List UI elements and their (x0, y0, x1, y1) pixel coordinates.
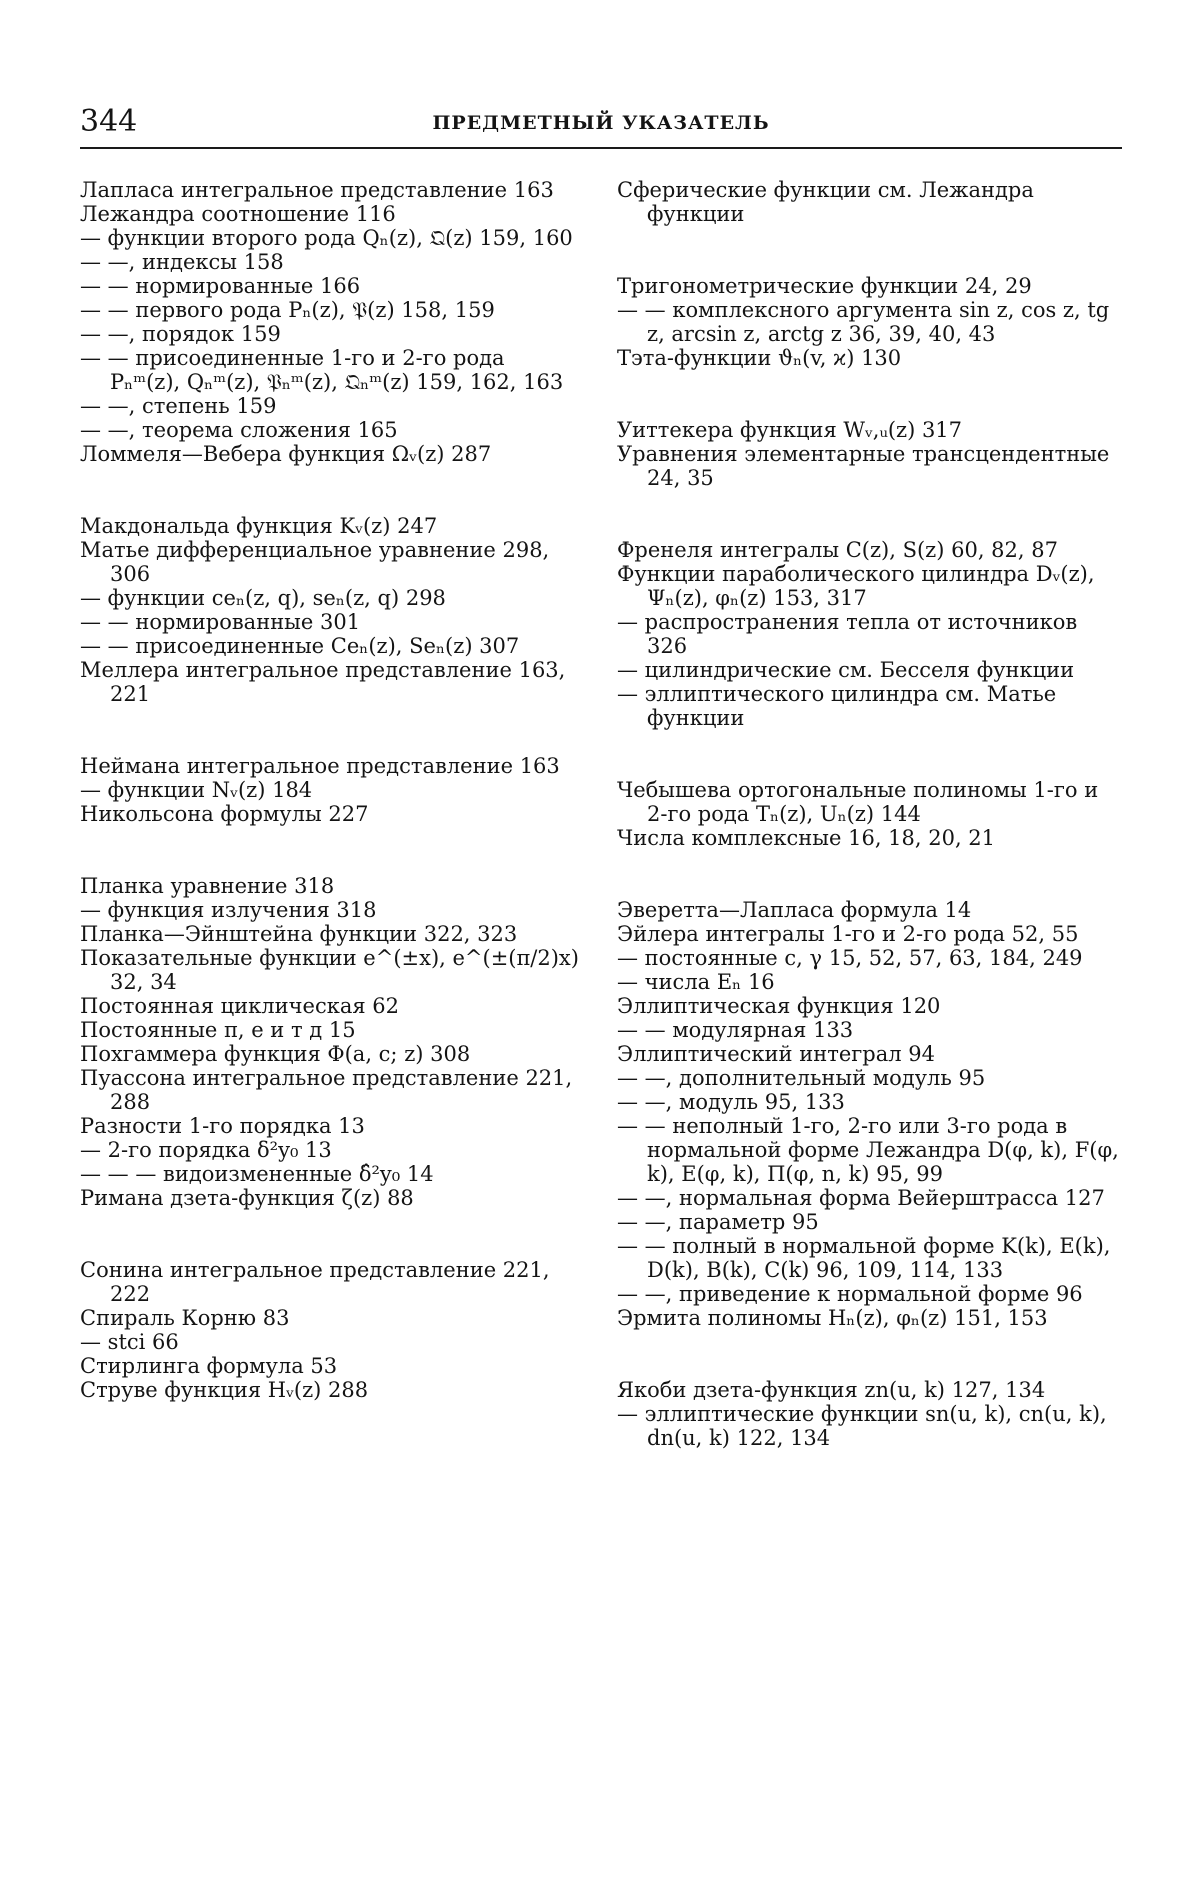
index-entry: Функции параболического цилиндра Dᵥ(z), Ψₙ(z), φₙ(z) 153, 317 (617, 562, 1095, 610)
index-entry: — —, нормальная форма Вейерштрасса 127 (617, 1186, 1105, 1210)
index-entry: Макдональда функция Kᵥ(z) 247 (80, 514, 438, 538)
index-entry: — stci 66 (80, 1330, 179, 1354)
index-entry: Числа комплексные 16, 18, 20, 21 (617, 826, 996, 850)
index-entry: Эллиптическая функция 120 (617, 994, 941, 1018)
index-entry: Тэта-функции ϑₙ(v, ϰ) 130 (617, 346, 902, 370)
index-entry: — —, параметр 95 (617, 1210, 819, 1234)
index-entry: — — полный в нормальной форме K(k), E(k), D(k), B(k), C(k) 96, 109, 114, 133 (617, 1234, 1111, 1282)
group-separator (80, 706, 580, 754)
index-entry: — — присоединенные 1-го и 2-го рода Pₙᵐ(z), Qₙᵐ(z), 𝔓ₙᵐ(z), 𝔔ₙᵐ(z) 159, 162, 163 (80, 346, 564, 394)
index-letter-group (80, 754, 580, 826)
index-entry: — —, порядок 159 (80, 322, 281, 346)
index-entry: — — комплексного аргумента sin z, cos z, tg z, arcsin z, arctg z 36, 39, 40, 43 (617, 298, 1110, 346)
index-entry: Струве функция Hᵥ(z) 288 (80, 1378, 369, 1402)
index-letter-group (617, 418, 1122, 490)
index-entry: Уравнения элементарные трансцендентные 24, 35 (617, 442, 1110, 490)
index-entry: Стирлинга формула 53 (80, 1354, 338, 1378)
index-entry: Якоби дзета-функция zn(u, k) 127, 134 (617, 1378, 1046, 1402)
index-entry: Постоянная циклическая 62 (80, 994, 399, 1018)
index-entry: — —, дополнительный модуль 95 (617, 1066, 986, 1090)
group-separator (617, 226, 1122, 274)
index-entry: — — модулярная 133 (617, 1018, 854, 1042)
index-entry: — числа Eₙ 16 (617, 970, 775, 994)
index-letter-group (80, 874, 580, 1210)
index-entry: Чебышева ортогональные полиномы 1-го и 2-го рода Tₙ(z), Uₙ(z) 144 (617, 778, 1099, 826)
page-header (80, 104, 1122, 144)
index-entry: — функции второго рода Qₙ(z), 𝔔(z) 159, 160 (80, 226, 573, 250)
index-entry: Ломмеля—Вебера функция Ωᵥ(z) 287 (80, 442, 492, 466)
group-separator (617, 490, 1122, 538)
index-letter-group (80, 178, 580, 466)
index-letter-group (617, 178, 1122, 226)
page-number: 344 (80, 104, 138, 139)
index-letter-group (617, 778, 1122, 850)
index-entry: — —, степень 159 (80, 394, 277, 418)
group-separator (617, 730, 1122, 778)
index-entry: Френеля интегралы C(z), S(z) 60, 82, 87 (617, 538, 1058, 562)
group-separator (617, 850, 1122, 898)
index-entry: — функция излучения 318 (80, 898, 377, 922)
index-entry: Эйлера интегралы 1-го и 2-го рода 52, 55 (617, 922, 1079, 946)
index-entry: — —, приведение к нормальной форме 96 (617, 1282, 1083, 1306)
index-entry: Уиттекера функция Wᵥ,ᵤ(z) 317 (617, 418, 963, 442)
index-entry: — распространения тепла от источников 326 (617, 610, 1078, 658)
index-entry: Планка—Эйнштейна функции 322, 323 (80, 922, 518, 946)
index-entry: Неймана интегральное представление 163 (80, 754, 560, 778)
index-entry: — функции ceₙ(z, q), seₙ(z, q) 298 (80, 586, 446, 610)
index-entry: — эллиптического цилиндра см. Матье функции (617, 682, 1057, 730)
index-letter-group (80, 514, 580, 706)
index-entry: Эрмита полиномы Hₙ(z), φₙ(z) 151, 153 (617, 1306, 1048, 1330)
index-entry: Лапласа интегральное представление 163 (80, 178, 554, 202)
index-entry: Лежандра соотношение 116 (80, 202, 396, 226)
running-title: ПРЕДМЕТНЫЙ УКАЗАТЕЛЬ (432, 112, 770, 134)
index-entry: — постоянные c, γ 15, 52, 57, 63, 184, 249 (617, 946, 1083, 970)
index-entry: — — — видоизмененные δ̂²y₀ 14 (80, 1162, 434, 1186)
index-entry: Сферические функции см. Лежандра функции (617, 178, 1034, 226)
index-entry: Сонина интегральное представление 221, 222 (80, 1258, 550, 1306)
index-letter-group (80, 1258, 580, 1402)
index-letter-group (617, 1378, 1122, 1450)
index-entry: Тригонометрические функции 24, 29 (617, 274, 1032, 298)
index-entry: Похгаммера функция Φ(a, c; z) 308 (80, 1042, 471, 1066)
index-entry: — — первого рода Pₙ(z), 𝔓(z) 158, 159 (80, 298, 495, 322)
group-separator (80, 466, 580, 514)
group-separator (617, 1330, 1122, 1378)
index-entry: — — нормированные 301 (80, 610, 361, 634)
index-entry: Постоянные π, e и т д 15 (80, 1018, 356, 1042)
index-entry: Матье дифференциальное уравнение 298, 306 (80, 538, 550, 586)
header-rule (80, 147, 1122, 149)
index-entry: Меллера интегральное представление 163, 221 (80, 658, 566, 706)
index-entry: Спираль Корню 83 (80, 1306, 290, 1330)
index-letter-group (617, 274, 1122, 370)
index-entry: — эллиптические функции sn(u, k), cn(u, k), dn(u, k) 122, 134 (617, 1402, 1107, 1450)
group-separator (80, 1210, 580, 1258)
index-entry: — цилиндрические см. Бесселя функции (617, 658, 1075, 682)
index-entry: — —, модуль 95, 133 (617, 1090, 845, 1114)
index-entry: Римана дзета-функция ζ(z) 88 (80, 1186, 414, 1210)
group-separator (617, 370, 1122, 418)
index-entry: Планка уравнение 318 (80, 874, 335, 898)
index-entry: Разности 1-го порядка 13 (80, 1114, 365, 1138)
index-entry: — — присоединенные Ceₙ(z), Seₙ(z) 307 (80, 634, 520, 658)
index-entry: — —, индексы 158 (80, 250, 284, 274)
index-entry: — 2-го порядка δ²y₀ 13 (80, 1138, 332, 1162)
index-entry: — — нормированные 166 (80, 274, 361, 298)
index-entry: Показательные функции e^(±x), e^(±(π/2)x) 32, 34 (80, 946, 579, 994)
index-letter-group (617, 898, 1122, 1330)
index-letter-group (617, 538, 1122, 730)
index-entry: — — неполный 1-го, 2-го или 3-го рода в нормальной форме Лежандра D(φ, k), F(φ, k), E(φ, k), Π(φ, n, k) 95, 99 (617, 1114, 1119, 1186)
index-column-right (617, 178, 1122, 1450)
index-entry: Эверетта—Лапласа формула 14 (617, 898, 972, 922)
group-separator (80, 826, 580, 874)
index-entry: — функции Nᵥ(z) 184 (80, 778, 313, 802)
index-entry: Никольсона формулы 227 (80, 802, 369, 826)
index-entry: — —, теорема сложения 165 (80, 418, 398, 442)
index-column-left (80, 178, 580, 1402)
index-entry: Пуассона интегральное представление 221, 288 (80, 1066, 573, 1114)
index-entry: Эллиптический интеграл 94 (617, 1042, 935, 1066)
